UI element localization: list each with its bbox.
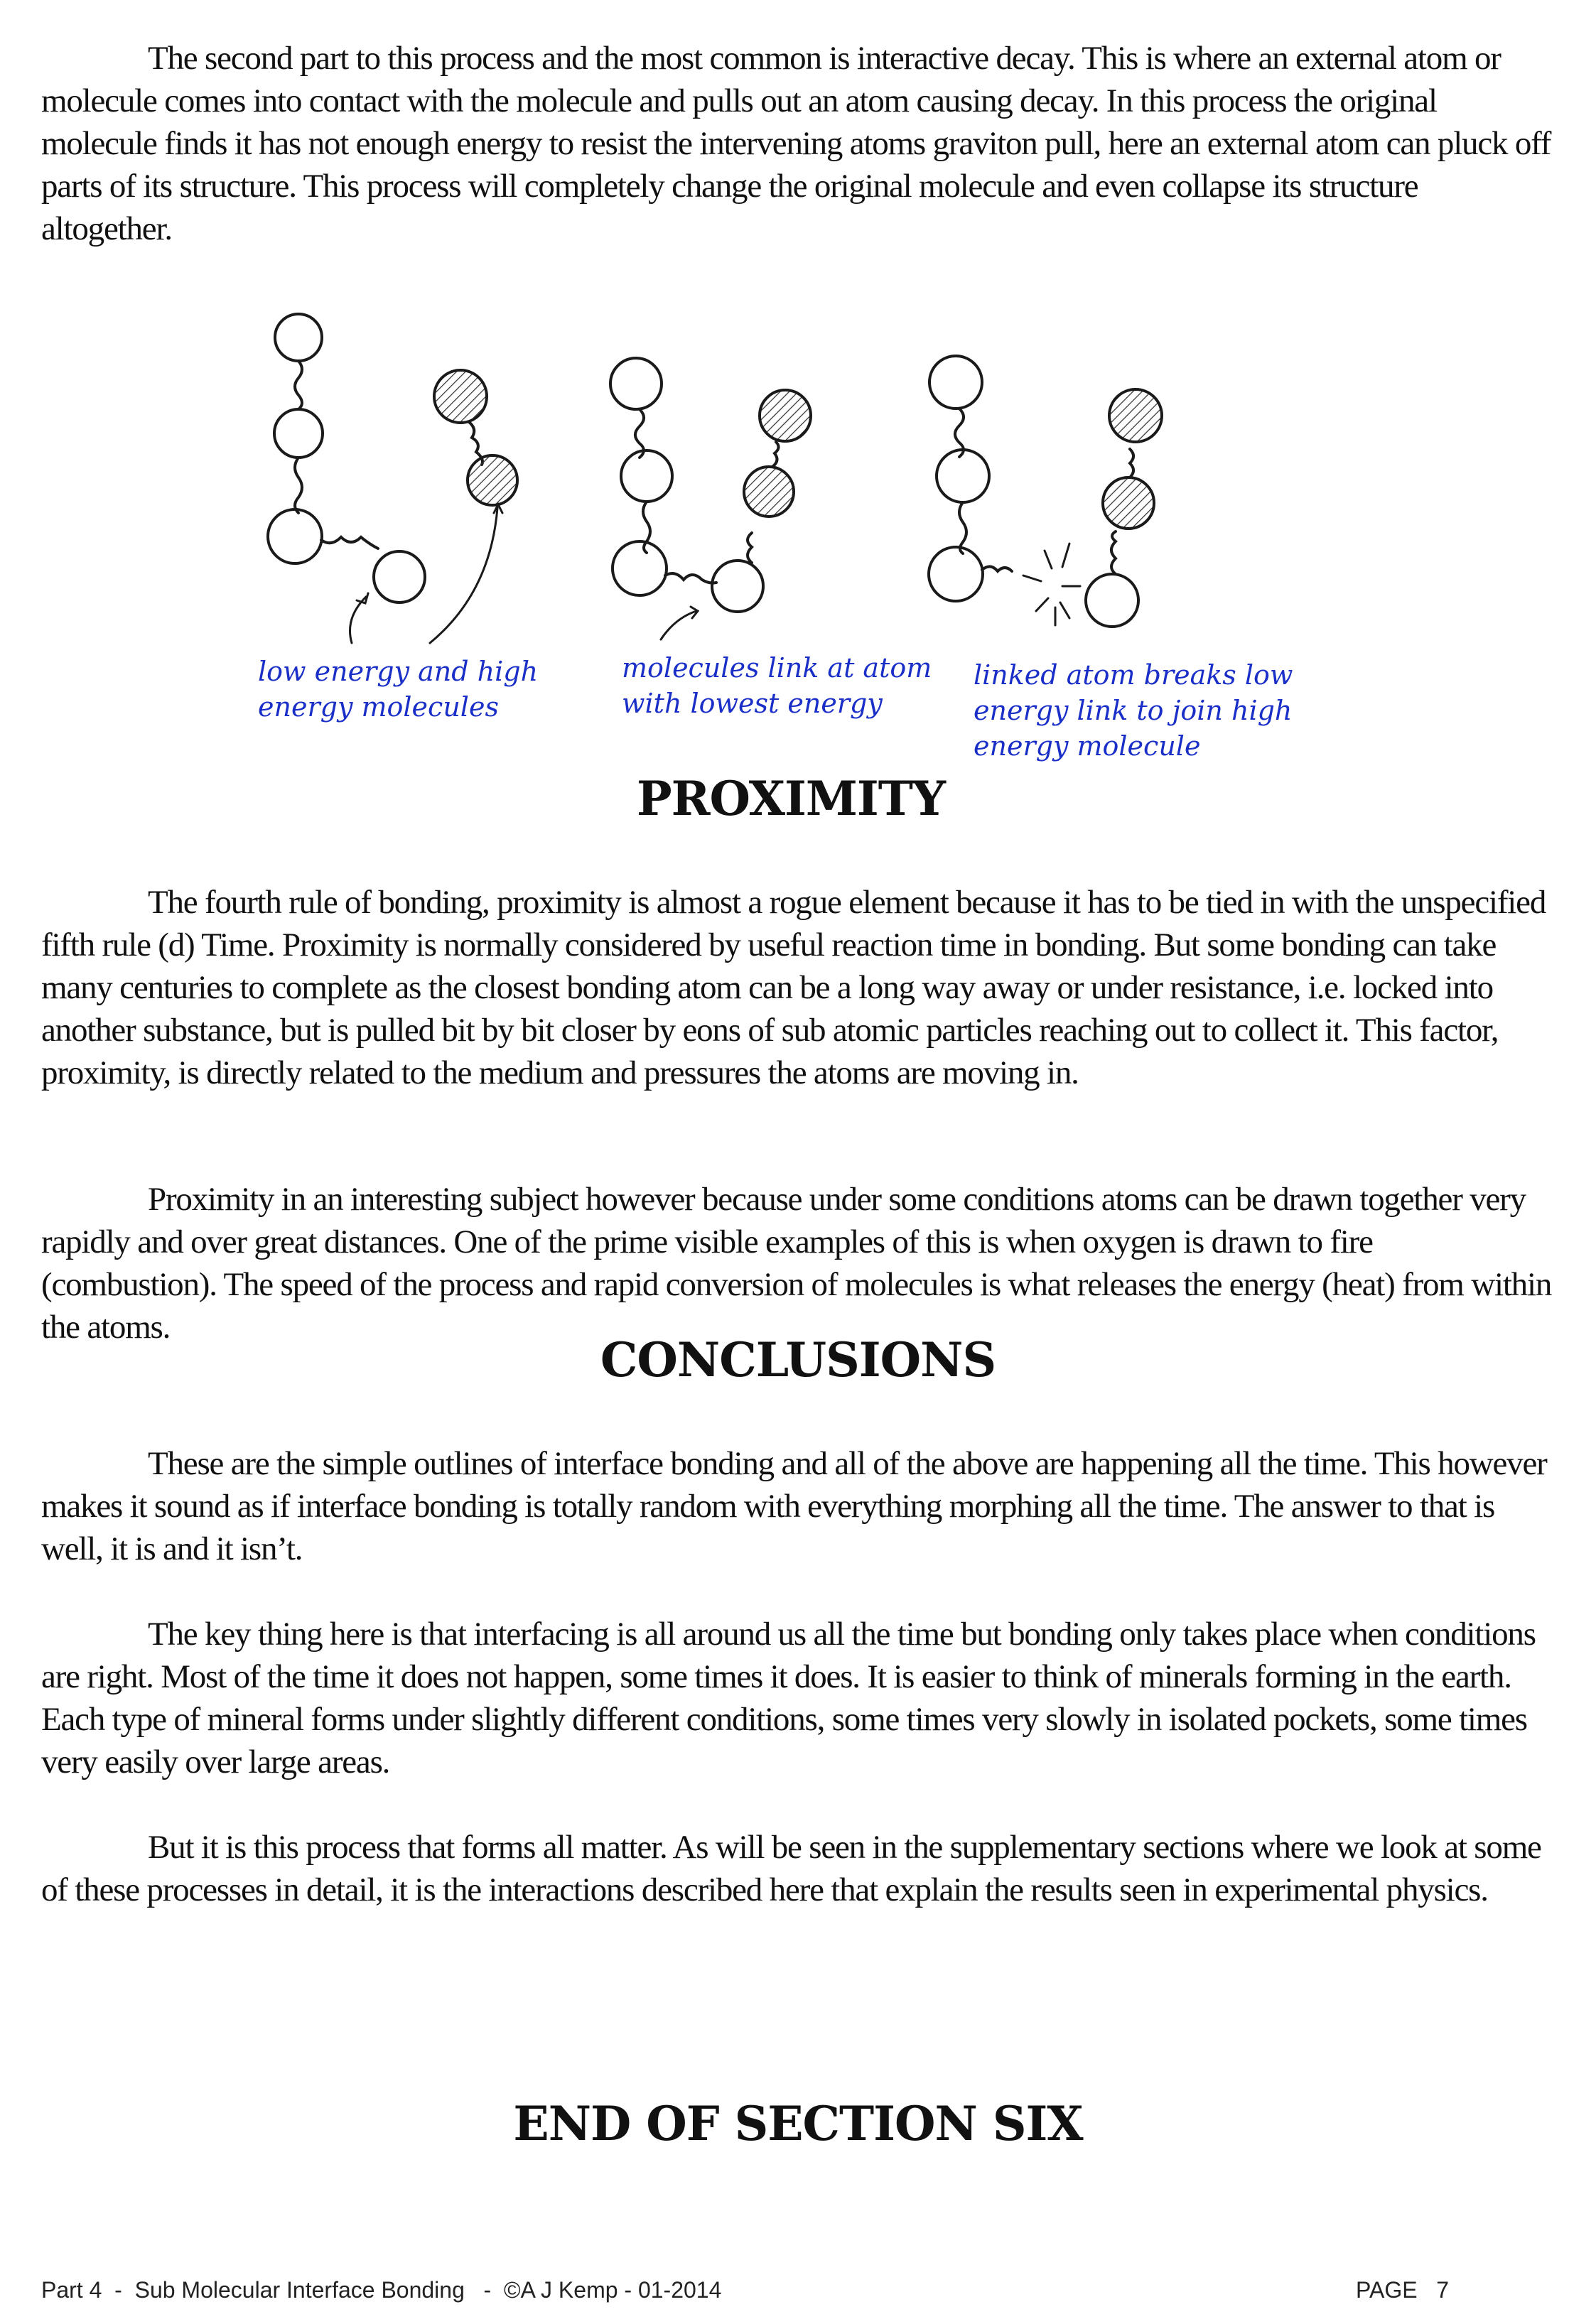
paragraph-simple-outlines: These are the simple outlines of interface bonding and all of the above are happening all the time. This however makes it sound as if interface bonding is totally random with everything morphing all the time. The answer to that is well, it is and it isn’t. — [41, 1445, 1547, 1567]
heading-proximity: PROXIMITY — [636, 771, 946, 826]
paragraph-fourth-rule: The fourth rule of bonding, proximity is almost a rogue element because it has to be tied in with the unspecified fifth rule (d) Time. Proximity is normally considered by useful reaction time in bonding. But some bonding can take many centuries to complete as the closest bonding atom can be a long way away or under resistance, i.e. locked into another substance, but is pulled bit by bit closer by eons of sub atomic particles reaching out to collect it. This factor, proximity, is directly related to the medium and pressures the atoms are moving in. — [41, 884, 1546, 1091]
caption-molecules-link: molecules link at atom with lowest energy — [622, 652, 932, 719]
caption-atom-breaks: linked atom breaks low energy link to join high energy molecule — [974, 659, 1293, 762]
paragraph-proximity-interesting: Proximity in an interesting subject however because under some conditions atoms can be drawn together very rapidly and over great distances. One of the prime visible examples of this is when oxygen is drawn to fire (combustion). The speed of the process and rapid conversion of molecules is what releases the energy (heat) from within the atoms. — [41, 1181, 1552, 1346]
linked-molecules-2 — [610, 358, 811, 612]
high-energy-molecule-1 — [434, 370, 517, 505]
molecule-bonding-diagram — [242, 306, 1251, 675]
low-energy-molecule-1 — [268, 314, 425, 602]
bond-break-burst — [1023, 544, 1080, 625]
footer-page-number: PAGE 7 — [1356, 2277, 1450, 2303]
paragraph-forms-all-matter: But it is this process that forms all matter. As will be seen in the supplementary sections where we look at some of these processes in detail, it is the interactions described here that explain the results seen in experimental physics. — [41, 1829, 1541, 1908]
paragraph-interactive-decay: The second part to this process and the most common is interactive decay. This is where an external atom or molecule comes into contact with the molecule and pulls out an atom causing decay. In this process the original molecule finds it has not enough energy to resist the intervening atoms graviton pull, here an external atom can pluck off parts of its structure. This process will completely change the original molecule and even collapse its structure altogether. — [41, 40, 1551, 247]
break-rejoin-molecules-3 — [929, 356, 1162, 627]
heading-end-of-section: END OF SECTION SIX — [513, 2096, 1083, 2151]
caption-low-high-energy: low energy and high energy molecules — [258, 656, 539, 723]
footer-document-info: Part 4 - Sub Molecular Interface Bonding - ©A J Kemp - 01-2014 — [41, 2277, 722, 2303]
heading-conclusions: CONCLUSIONS — [600, 1332, 996, 1388]
paragraph-key-thing: The key thing here is that interfacing is all around us all the time but bonding only takes place when conditions are right. Most of the time it does not happen, some times it does. It is easier to think of minerals forming in the earth. Each type of mineral forms under slightly different conditions, some times very slowly in isolated pockets, some times very easily over large areas. — [41, 1616, 1536, 1780]
